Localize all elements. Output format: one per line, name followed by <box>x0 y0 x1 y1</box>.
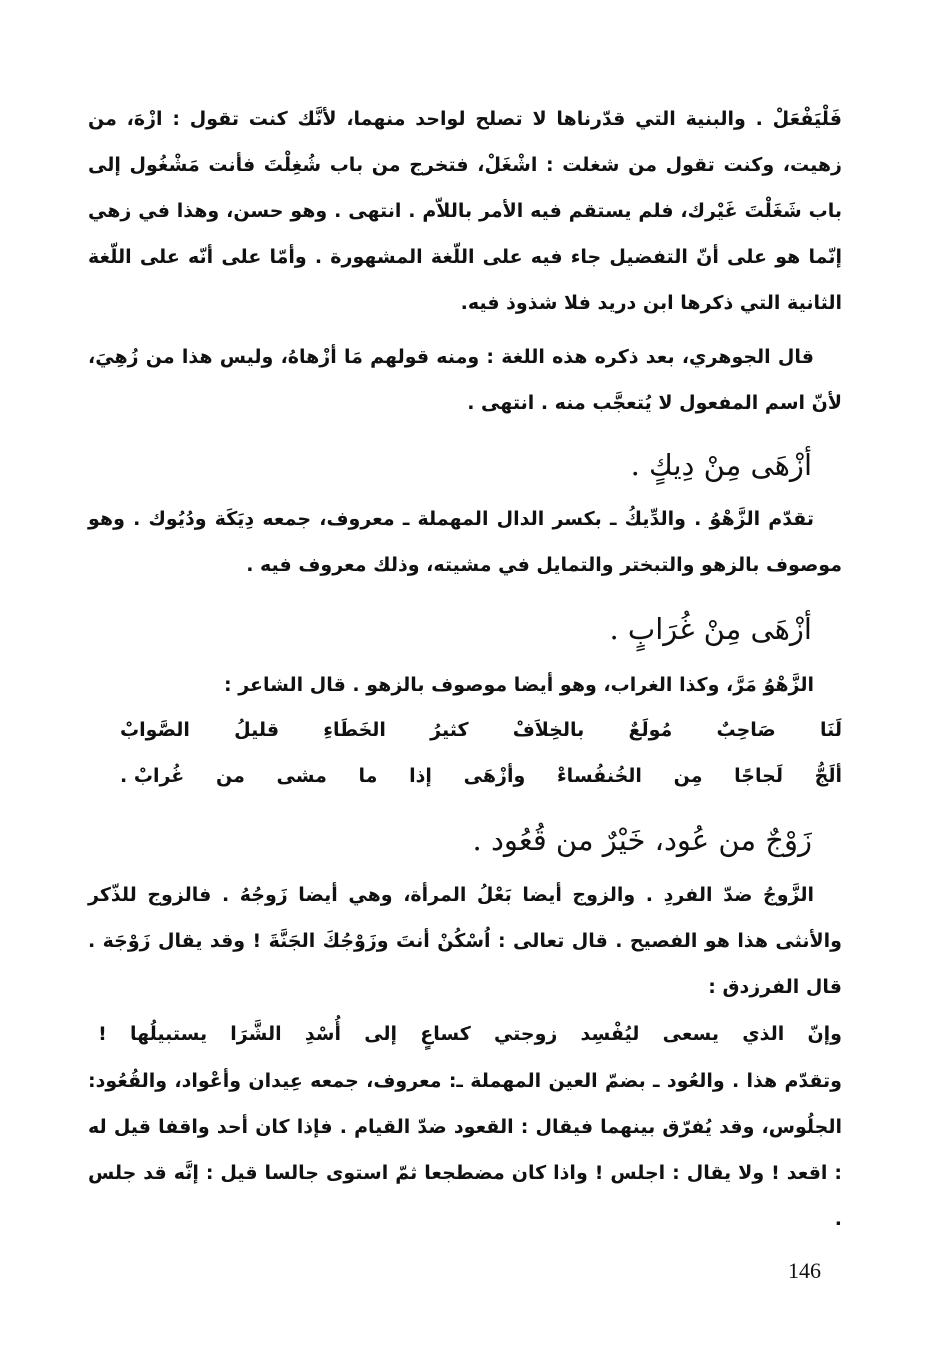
paragraph-4 <box>88 662 842 708</box>
poem-word: زوجتي <box>493 1023 558 1045</box>
poem-word: أُسْدِ <box>304 1023 341 1045</box>
paragraph-text: الزَّوجُ ضدّ الفردِ . والزوج أيضا بَعْلُ المرأة، وهي أيضا زَوجُهُ . فالزوج للذّكر والأنثى هذا هو الفصيح . قال تعالى : اُسْكُنْ أنتَ وزَوْجُكَ الجَنَّةَ ! وقد يقال زَوْجَة . قال الفرزدق : <box>88 884 842 998</box>
heading-2 <box>88 604 812 654</box>
poem-line <box>120 710 842 750</box>
poem-word: إذا <box>409 765 432 787</box>
poem-word: مُولَعٌ <box>628 719 673 741</box>
poem-word: من <box>215 765 245 787</box>
poem-word: ! <box>98 1023 107 1045</box>
poem-word: مِن <box>673 765 703 787</box>
heading-3 <box>88 815 812 865</box>
poem-word: وإنّ <box>807 1023 842 1045</box>
poem-word: الصَّوابْ <box>120 719 190 741</box>
poem-word: لَنَا <box>819 719 842 741</box>
section-heading: أزْهَى مِنْ غُرَابٍ . <box>609 612 812 646</box>
paragraph-2 <box>88 334 842 426</box>
paragraph-text: قال الجوهري، بعد ذكره هذه اللغة : ومنه قولهم مَا أزْهاهُ، وليس هذا من زُهِيَ، لأنّ اسم المفعول لا يُتعجَّب منه . انتهى . <box>88 346 842 414</box>
poem-word: ألَجُّ <box>814 765 842 787</box>
poem-word: مشى <box>276 765 327 787</box>
poem-word: بالخِلاَفْ <box>512 719 585 741</box>
paragraph-3 <box>88 496 842 588</box>
heading-1 <box>88 440 812 490</box>
paragraph-1 <box>88 96 842 326</box>
poem-word: غُرابْ . <box>120 765 185 787</box>
poem-word: كثيرُ <box>430 719 469 741</box>
poem-word: الشَّرَا <box>230 1023 282 1045</box>
poem-word: الخُنفُساءْ <box>556 765 642 787</box>
paragraph-5 <box>88 872 842 1010</box>
poem-line <box>120 756 842 796</box>
poem-1 <box>120 710 842 796</box>
section-heading: زَوْجٌ من عُود، خَيْرٌ من قُعُود . <box>472 823 812 857</box>
poem-word: الخَطَاءِ <box>323 719 386 741</box>
paragraph-text: الزَّهْوُ مَرَّ، وكذا الغراب، وهو أيضا موصوف بالزهو . قال الشاعر : <box>224 674 814 696</box>
poem-word: الذي <box>742 1023 785 1045</box>
poem-2 <box>98 1014 842 1054</box>
poem-word: صَاحِبٌ <box>716 719 776 741</box>
section-heading: أزْهَى مِنْ دِيكٍ . <box>630 448 812 482</box>
poem-word: يستبيلُها <box>129 1023 208 1045</box>
paragraph-6 <box>88 1058 842 1242</box>
poem-word: إلى <box>364 1023 398 1045</box>
paragraph-text: وتقدّم هذا . والعُود ـ بضمّ العين المهملة ـ: معروف، جمعه عِيدان وأعْواد، والقُعُود: الجلُوس، وقد يُفرّق بينهما فيقال : القعود ضدّ القيام . فإذا كان أحد واقفا قيل له : اقعد ! ولا يقال : اجلس ! واذا كان مضطجعا ثمّ استوى جالسا قيل : إنَّه قد جلس . <box>88 1070 842 1230</box>
poem-word: قليلُ <box>234 719 280 741</box>
paragraph-text: تقدّم الزَّهْوُ . والدِّيكُ ـ بكسر الدال المهملة ـ معروف، جمعه دِيَكَة ودُيُوك . وهو موصوف بالزهو والتبختر والتمايل في مشيته، وذلك معروف فيه . <box>88 508 842 576</box>
poem-word: يسعى <box>662 1023 720 1045</box>
paragraph-text: فَلْيَفْعَلْ . والبنية التي قدّرناها لا تصلح لواحد منهما، لأنَّك كنت تقول : ازْهَ، من زهيت، وكنت تقول من شغلت : اشْغَلْ، فتخرج من باب شُغِلْتَ فأنت مَشْغُول إلى باب شَغَلْتَ غَيْرك، فلم يستقم فيه الأمر باللاّم . انتهى . وهو حسن، وهذا في زهي إنّما هو على أنّ التفضيل جاء فيه على اللّغة المشهورة . وأمّا على أنّه على اللّغة الثانية التي ذكرها ابن دريد فلا شذوذ فيه. <box>88 108 842 314</box>
page-number: 146 <box>788 1258 821 1283</box>
poem-word: ما <box>358 765 378 787</box>
poem-word: ليُفْسِد <box>580 1023 640 1045</box>
poem-word: لَجاجًا <box>734 765 783 787</box>
poem-word: وأزْهَى <box>463 765 526 787</box>
poem-line <box>98 1014 842 1054</box>
poem-word: كساعٍ <box>420 1023 471 1045</box>
